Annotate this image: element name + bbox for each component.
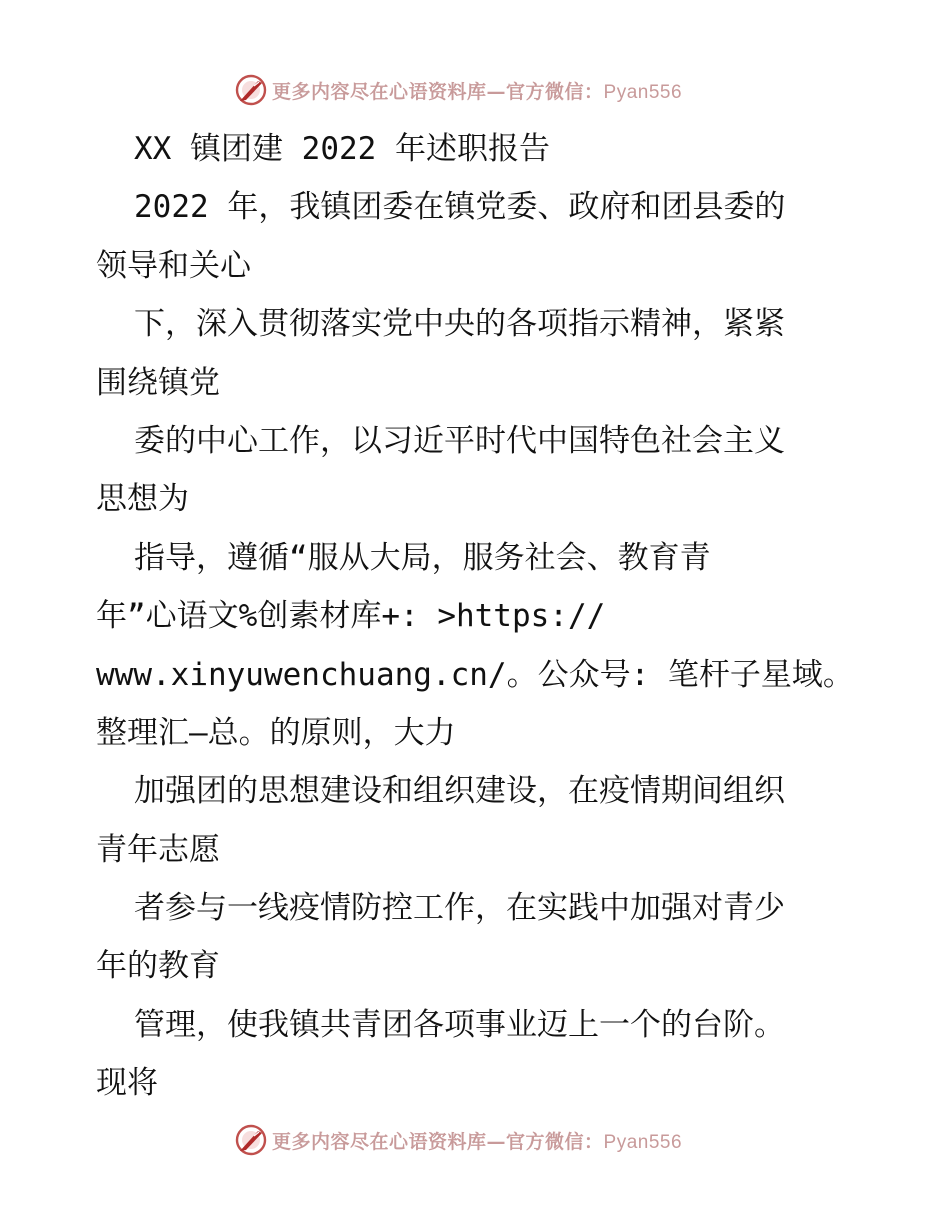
feather-pen-logo-icon (234, 1123, 268, 1157)
paragraph-line: www.xinyuwenchuang.cn/。公众号: 笔杆子星域。 (96, 656, 854, 693)
paragraph-line: 现将 (96, 1065, 158, 1102)
paragraph-line: 加强团的思想建设和组织建设，在疫情期间组织 (134, 773, 785, 810)
paragraph-line: 整理汇—总。的原则，大力 (96, 714, 456, 751)
paragraph-line: 2022 年，我镇团委在镇党委、政府和团县委的 (134, 189, 786, 226)
paragraph-line: 指导，遵循“服从大局，服务社会、教育青 (134, 539, 711, 576)
wechat-id: Pyan556 (603, 81, 683, 103)
wechat-id: Pyan556 (603, 1131, 683, 1153)
paragraph-line: 领导和关心 (96, 247, 251, 284)
header-banner (234, 71, 682, 109)
paragraph-line: 年的教育 (96, 948, 220, 985)
paragraph-line: 者参与一线疫情防控工作，在实践中加强对青少 (134, 890, 785, 927)
document-body (96, 120, 856, 1113)
document-title: XX 镇团建 2022 年述职报告 (134, 131, 550, 167)
banner-label: 更多内容尽在心语资料库—官方微信：Pyan556 (272, 80, 683, 103)
footer-banner (234, 1121, 682, 1159)
paragraph-line: 委的中心工作，以习近平时代中国特色社会主义 (134, 422, 785, 459)
paragraph-line: 围绕镇党 (96, 364, 220, 401)
paragraph-line: 下，深入贯彻落实党中央的各项指示精神，紧紧 (134, 306, 785, 343)
banner-label: 更多内容尽在心语资料库—官方微信：Pyan556 (272, 1130, 683, 1153)
paragraph-line: 青年志愿 (96, 831, 220, 868)
paragraph-line: 管理，使我镇共青团各项事业迈上一个的台阶。 (134, 1006, 785, 1043)
paragraph-line: 年”心语文%创素材库+: >https:// (96, 598, 606, 635)
paragraph-line: 思想为 (96, 481, 189, 518)
feather-pen-logo-icon (234, 73, 268, 107)
